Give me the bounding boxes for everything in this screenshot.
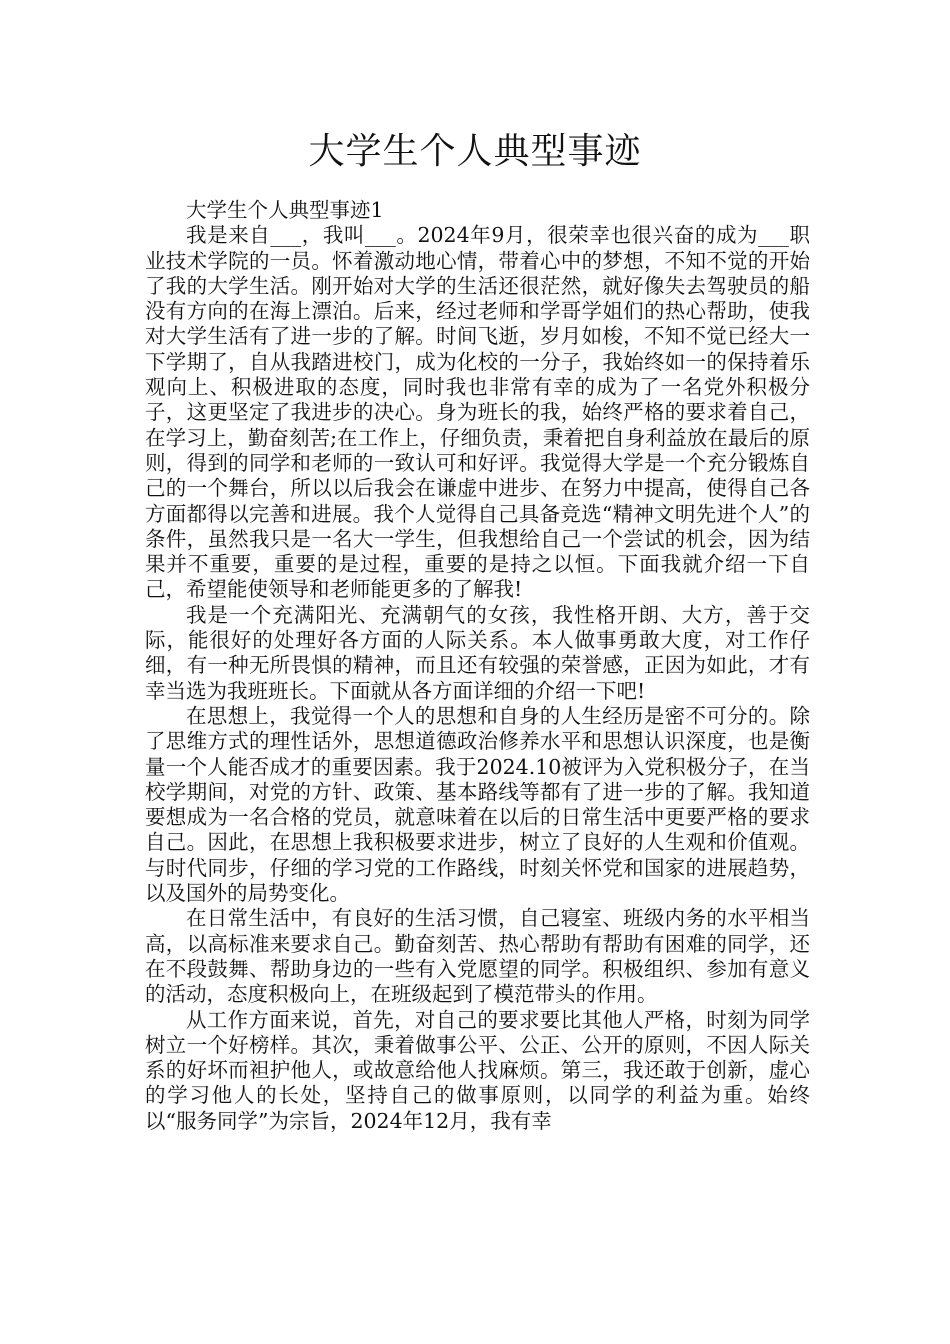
paragraph-ideology: 在思想上，我觉得一个人的思想和自身的人生经历是密不可分的。除了思维方式的理性话外，思想道德政治修养水平和思想认识深度，也是衡量一个人能否成才的重要因素。我于2024.10被评为入党积极分子，在当校学期间，对党的方针、政策、基本路线等都有了进一步的了解。我知道要想成为一名合格的党员，就意味着在以后的日常生活中更要严格的要求自己。因此，在思想上我积极要求进步，树立了良好的人生观和价值观。与时代同步，仔细的学习党的工作路线，时刻关怀党和国家的进展趋势，以及国外的局势变化。 xyxy=(145,703,810,906)
document-title: 大学生个人典型事迹 xyxy=(308,131,642,172)
paragraph-personality: 我是一个充满阳光、充满朝气的女孩，我性格开朗、大方，善于交际，能很好的处理好各方面的人际关系。本人做事勇敢大度，对工作仔细，有一种无所畏惧的精神，而且还有较强的荣誉感，正因为如此，才有幸当选为我班班长。下面就从各方面详细的介绍一下吧! xyxy=(145,602,810,703)
paragraph-daily-life: 在日常生活中，有良好的生活习惯，自己寝室、班级内务的水平相当高，以高标准来要求自己。勤奋刻苦、热心帮助有帮助有困难的同学，还在不段鼓舞、帮助身边的一些有入党愿望的同学。积极组织、参加有意义的活动，态度积极向上，在班级起到了模范带头的作用。 xyxy=(145,906,810,1007)
section-heading: 大学生个人典型事迹1 xyxy=(186,198,384,222)
paragraph-work: 从工作方面来说，首先，对自己的要求要比其他人严格，时刻为同学树立一个好榜样。其次，秉着做事公平、公正、公开的原则，不因人际关系的好坏而袒护他人，或故意给他人找麻烦。第三，我还敢于创新，虚心的学习他人的长处，坚持自己的做事原则，以同学的利益为重。始终以“服务同学”为宗旨，2024年12月，我有幸 xyxy=(145,1007,810,1133)
paragraph-introduction: 我是来自___，我叫___。2024年9月，很荣幸也很兴奋的成为___职业技术学院的一员。怀着激动地心情，带着心中的梦想，不知不觉的开始了我的大学生活。刚开始对大学的生活还很茫然，就好像失去驾驶员的船没有方向的在海上漂泊。后来，经过老师和学哥学姐们的热心帮助，使我对大学生活有了进一步的了解。时间飞逝，岁月如梭，不知不觉已经大一下学期了，自从我踏进校门，成为化校的一分子，我始终如一的保持着乐观向上、积极进取的态度，同时我也非常有幸的成为了一名党外积极分子，这更坚定了我进步的决心。身为班长的我，始终严格的要求着自己，在学习上，勤奋刻苦;在工作上，仔细负责，秉着把自身利益放在最后的原则，得到的同学和老师的一致认可和好评。我觉得大学是一个充分锻炼自己的一个舞台，所以以后我会在谦虚中进步、在努力中提高，使得自己各方面都得以完善和进展。我个人觉得自己具备竞选“精神文明先进个人”的条件，虽然我只是一名大一学生，但我想给自己一个尝试的机会，因为结果并不重要，重要的是过程，重要的是持之以恒。下面我就介绍一下自己，希望能使领导和老师能更多的了解我! xyxy=(145,223,810,602)
document-body xyxy=(145,198,810,1134)
